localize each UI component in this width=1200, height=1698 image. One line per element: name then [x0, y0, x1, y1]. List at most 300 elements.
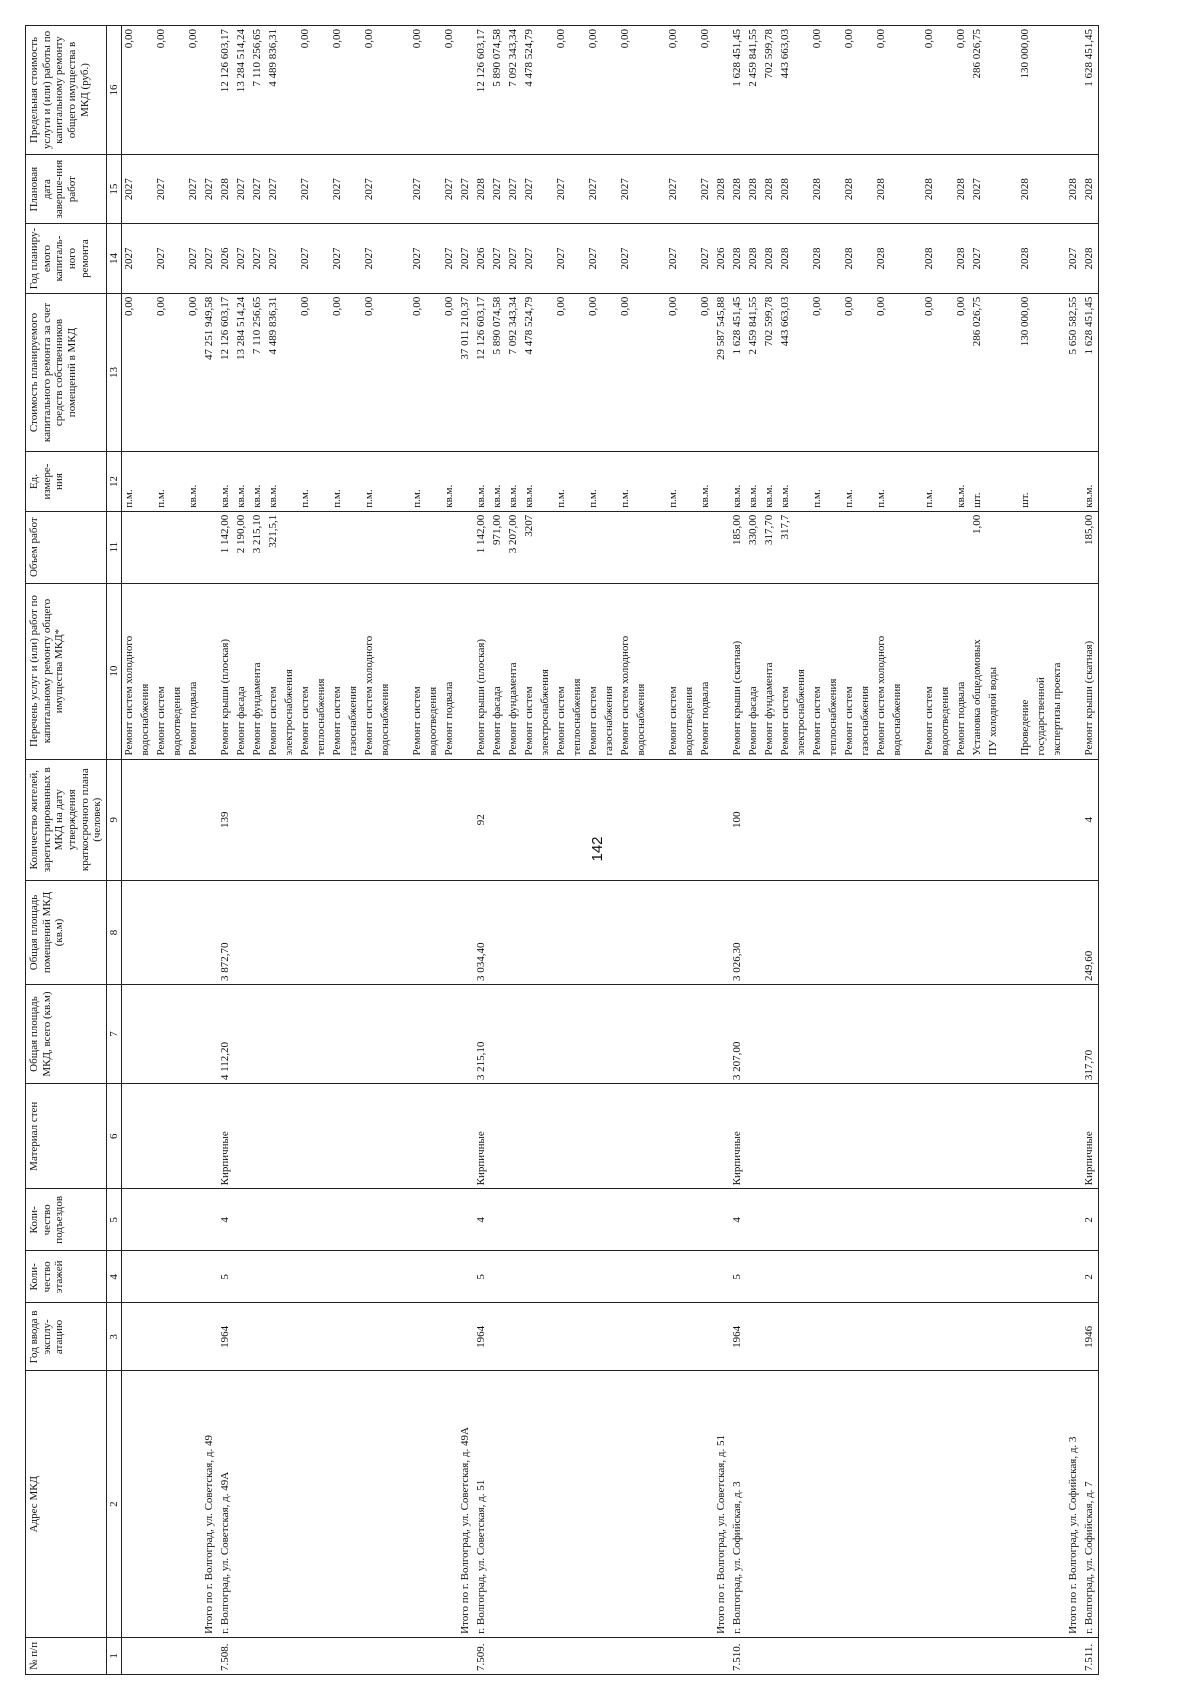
header-cell: Количество жителей, зарегистрированных в МКД на дату утверждения краткосрочного плана (человек) [26, 759, 107, 880]
header-cell: № п/п [26, 1637, 107, 1674]
repair-year-cell: 2028 [1082, 224, 1099, 293]
unit-cell: кв.м. [522, 452, 538, 511]
year-built-cell [442, 1303, 458, 1371]
work-volume-cell [842, 511, 858, 583]
year-built-cell [314, 1303, 330, 1371]
work-type-cell: водоснабжения [378, 583, 394, 759]
address-cell [858, 1371, 874, 1637]
unit-cell: кв.м. [762, 452, 778, 511]
floors-cell: 5 [730, 1251, 746, 1303]
residents-cell [234, 759, 250, 880]
residents-cell [826, 759, 842, 880]
year-built-cell [186, 1303, 202, 1371]
year-built-cell [410, 1303, 426, 1371]
table-row [218, 26, 234, 1675]
total-area-cell [154, 984, 170, 1083]
completion-year-cell: 2028 [730, 154, 746, 223]
work-type-cell [1002, 583, 1018, 759]
repair-year-cell: 2027 [186, 224, 202, 293]
max-cost-cell [794, 26, 810, 155]
premises-area-cell [410, 880, 426, 984]
premises-area-cell [698, 880, 714, 984]
total-area-cell [250, 984, 266, 1083]
work-volume-cell [586, 511, 602, 583]
premises-area-cell [1018, 880, 1034, 984]
wall-material-cell [682, 1084, 698, 1189]
repair-year-cell: 2027 [506, 224, 522, 293]
table-row [842, 26, 858, 1675]
repair-year-cell: 2027 [266, 224, 282, 293]
total-area-cell [826, 984, 842, 1083]
work-volume-cell [554, 511, 570, 583]
header-cell: Материал стен [26, 1084, 107, 1189]
premises-area-cell [794, 880, 810, 984]
entrances-cell [938, 1189, 954, 1251]
repair-year-cell: 2028 [842, 224, 858, 293]
address-cell [298, 1371, 314, 1637]
entrances-cell [858, 1189, 874, 1251]
planned-cost-cell: 5 650 582,55 [1066, 293, 1082, 452]
work-volume-cell [538, 511, 554, 583]
residents-cell [602, 759, 618, 880]
floors-cell [762, 1251, 778, 1303]
row-number-cell [298, 1637, 314, 1674]
row-number-cell [778, 1637, 794, 1674]
residents-cell [170, 759, 186, 880]
floors-cell [234, 1251, 250, 1303]
planned-cost-cell [986, 293, 1002, 452]
work-type-cell: Ремонт систем [266, 583, 282, 759]
completion-year-cell: 2028 [1082, 154, 1099, 223]
unit-cell [890, 452, 906, 511]
table-row [346, 26, 362, 1675]
repair-year-cell [394, 224, 410, 293]
unit-cell: кв.м. [746, 452, 762, 511]
planned-cost-cell [1034, 293, 1050, 452]
premises-area-cell [586, 880, 602, 984]
max-cost-cell: 0,00 [186, 26, 202, 155]
total-area-cell: 3 207,00 [730, 984, 746, 1083]
wall-material-cell [538, 1084, 554, 1189]
table-row [826, 26, 842, 1675]
completion-year-cell [1050, 154, 1066, 223]
floors-cell [314, 1251, 330, 1303]
floors-cell [778, 1251, 794, 1303]
planned-cost-cell: 0,00 [410, 293, 426, 452]
address-cell [554, 1371, 570, 1637]
premises-area-cell [810, 880, 826, 984]
max-cost-cell: 0,00 [698, 26, 714, 155]
table-row [1050, 26, 1066, 1675]
residents-cell: 100 [730, 759, 746, 880]
total-area-cell [1018, 984, 1034, 1083]
address-cell [906, 1371, 922, 1637]
total-area-cell [362, 984, 378, 1083]
address-cell [874, 1371, 890, 1637]
max-cost-cell: 0,00 [410, 26, 426, 155]
planned-cost-cell: 1 628 451,45 [730, 293, 746, 452]
completion-year-cell [1034, 154, 1050, 223]
repair-year-cell [602, 224, 618, 293]
residents-cell [954, 759, 970, 880]
year-built-cell [458, 1303, 474, 1371]
unit-cell [682, 452, 698, 511]
address-cell [266, 1371, 282, 1637]
work-type-cell: Ремонт фасада [746, 583, 762, 759]
address-cell [170, 1371, 186, 1637]
unit-cell: кв.м. [730, 452, 746, 511]
unit-cell [858, 452, 874, 511]
unit-cell [394, 452, 410, 511]
floors-cell: 5 [474, 1251, 490, 1303]
year-built-cell [1034, 1303, 1050, 1371]
residents-cell [586, 759, 602, 880]
premises-area-cell [234, 880, 250, 984]
work-volume-cell [906, 511, 922, 583]
work-type-cell: теплоснабжения [570, 583, 586, 759]
year-built-cell [202, 1303, 218, 1371]
entrances-cell [522, 1189, 538, 1251]
wall-material-cell [842, 1084, 858, 1189]
work-volume-cell [362, 511, 378, 583]
year-built-cell [522, 1303, 538, 1371]
repair-year-cell: 2027 [970, 224, 986, 293]
total-area-cell [538, 984, 554, 1083]
table-row [186, 26, 202, 1675]
unit-cell [986, 452, 1002, 511]
completion-year-cell [858, 154, 874, 223]
unit-cell [314, 452, 330, 511]
entrances-cell [458, 1189, 474, 1251]
planned-cost-cell [426, 293, 442, 452]
floors-cell [922, 1251, 938, 1303]
total-area-cell [458, 984, 474, 1083]
unit-cell [634, 452, 650, 511]
work-type-cell: Ремонт крыши (скатная) [730, 583, 746, 759]
work-type-cell: Ремонт систем [298, 583, 314, 759]
total-area-cell [666, 984, 682, 1083]
row-number-cell: 7.508. [218, 1637, 234, 1674]
table-row [426, 26, 442, 1675]
work-type-cell: Ремонт подвала [186, 583, 202, 759]
wall-material-cell [698, 1084, 714, 1189]
completion-year-cell [538, 154, 554, 223]
planned-cost-cell [794, 293, 810, 452]
year-built-cell: 1964 [474, 1303, 490, 1371]
table-row [474, 26, 490, 1675]
year-built-cell [634, 1303, 650, 1371]
address-cell [490, 1371, 506, 1637]
total-area-cell [298, 984, 314, 1083]
max-cost-cell [346, 26, 362, 155]
row-number-cell [522, 1637, 538, 1674]
address-cell [506, 1371, 522, 1637]
completion-year-cell: 2028 [1018, 154, 1034, 223]
work-type-cell [202, 583, 218, 759]
row-number-cell [122, 1637, 139, 1674]
total-area-cell [490, 984, 506, 1083]
table-row [506, 26, 522, 1675]
max-cost-cell: 0,00 [586, 26, 602, 155]
work-volume-cell [698, 511, 714, 583]
completion-year-cell: 2027 [250, 154, 266, 223]
work-type-cell [394, 583, 410, 759]
work-type-cell: электроснабжения [282, 583, 298, 759]
entrances-cell [682, 1189, 698, 1251]
floors-cell [138, 1251, 154, 1303]
residents-cell [842, 759, 858, 880]
year-built-cell [346, 1303, 362, 1371]
residents-cell [490, 759, 506, 880]
year-built-cell [1018, 1303, 1034, 1371]
entrances-cell [554, 1189, 570, 1251]
planned-cost-cell [394, 293, 410, 452]
unit-cell: шт. [1018, 452, 1034, 511]
repair-year-cell: 2028 [954, 224, 970, 293]
total-area-cell [810, 984, 826, 1083]
table-row [1066, 26, 1082, 1675]
completion-year-cell: 2027 [618, 154, 634, 223]
table-body [122, 26, 1099, 1675]
premises-area-cell [682, 880, 698, 984]
year-built-cell [1066, 1303, 1082, 1371]
wall-material-cell [314, 1084, 330, 1189]
work-type-cell [906, 583, 922, 759]
row-number-cell [426, 1637, 442, 1674]
entrances-cell [330, 1189, 346, 1251]
premises-area-cell [154, 880, 170, 984]
year-built-cell [698, 1303, 714, 1371]
table-row [266, 26, 282, 1675]
year-built-cell: 1964 [730, 1303, 746, 1371]
planned-cost-cell [682, 293, 698, 452]
work-volume-cell: 185,00 [1082, 511, 1099, 583]
year-built-cell [682, 1303, 698, 1371]
row-number-cell [954, 1637, 970, 1674]
unit-cell: шт. [970, 452, 986, 511]
work-type-cell: Ремонт систем холодного [874, 583, 890, 759]
entrances-cell [1066, 1189, 1082, 1251]
unit-cell [906, 452, 922, 511]
completion-year-cell [314, 154, 330, 223]
wall-material-cell [458, 1084, 474, 1189]
planned-cost-cell: 702 599,78 [762, 293, 778, 452]
max-cost-cell [682, 26, 698, 155]
max-cost-cell [170, 26, 186, 155]
floors-cell [986, 1251, 1002, 1303]
planned-cost-cell [1002, 293, 1018, 452]
floors-cell [874, 1251, 890, 1303]
floors-cell [586, 1251, 602, 1303]
work-type-cell: Ремонт систем холодного [618, 583, 634, 759]
entrances-cell [394, 1189, 410, 1251]
floors-cell [458, 1251, 474, 1303]
max-cost-cell: 0,00 [954, 26, 970, 155]
row-number-cell [826, 1637, 842, 1674]
address-cell [762, 1371, 778, 1637]
work-volume-cell [202, 511, 218, 583]
work-type-cell: Ремонт фундамента [250, 583, 266, 759]
entrances-cell [906, 1189, 922, 1251]
floors-cell [906, 1251, 922, 1303]
planned-cost-cell: 1 628 451,45 [1082, 293, 1099, 452]
total-area-cell [346, 984, 362, 1083]
entrances-cell [266, 1189, 282, 1251]
row-number-cell [1002, 1637, 1018, 1674]
total-area-cell [890, 984, 906, 1083]
year-built-cell [234, 1303, 250, 1371]
floors-cell [618, 1251, 634, 1303]
address-cell: г. Волгоград, ул. Советская, д. 49А [218, 1371, 234, 1637]
row-number-cell [666, 1637, 682, 1674]
work-volume-cell [666, 511, 682, 583]
total-area-cell [410, 984, 426, 1083]
total-area-cell [554, 984, 570, 1083]
table-row [522, 26, 538, 1675]
planned-cost-cell: 5 890 074,58 [490, 293, 506, 452]
residents-cell [698, 759, 714, 880]
planned-cost-cell [650, 293, 666, 452]
total-area-cell [314, 984, 330, 1083]
max-cost-cell: 0,00 [154, 26, 170, 155]
residents-cell [682, 759, 698, 880]
completion-year-cell: 2028 [842, 154, 858, 223]
column-number: 8 [106, 880, 122, 984]
total-area-cell [970, 984, 986, 1083]
unit-cell: кв.м. [1082, 452, 1099, 511]
max-cost-cell: 0,00 [842, 26, 858, 155]
completion-year-cell: 2028 [810, 154, 826, 223]
premises-area-cell [1066, 880, 1082, 984]
entrances-cell [442, 1189, 458, 1251]
residents-cell [1002, 759, 1018, 880]
work-volume-cell [138, 511, 154, 583]
total-area-cell [378, 984, 394, 1083]
row-number-cell [698, 1637, 714, 1674]
planned-cost-cell [858, 293, 874, 452]
unit-cell [1002, 452, 1018, 511]
unit-cell: кв.м. [218, 452, 234, 511]
completion-year-cell: 2028 [218, 154, 234, 223]
entrances-cell [874, 1189, 890, 1251]
wall-material-cell [282, 1084, 298, 1189]
premises-area-cell [618, 880, 634, 984]
unit-cell: кв.м. [778, 452, 794, 511]
total-area-cell [602, 984, 618, 1083]
max-cost-cell: 0,00 [922, 26, 938, 155]
max-cost-cell [634, 26, 650, 155]
max-cost-cell: 0,00 [666, 26, 682, 155]
entrances-cell [1018, 1189, 1034, 1251]
repair-year-cell [1034, 224, 1050, 293]
repair-year-cell: 2027 [330, 224, 346, 293]
floors-cell: 2 [1082, 1251, 1099, 1303]
completion-year-cell: 2028 [746, 154, 762, 223]
wall-material-cell [298, 1084, 314, 1189]
residents-cell [346, 759, 362, 880]
wall-material-cell [714, 1084, 730, 1189]
total-area-cell [282, 984, 298, 1083]
floors-cell [442, 1251, 458, 1303]
max-cost-cell [1066, 26, 1082, 155]
address-cell [634, 1371, 650, 1637]
premises-area-cell [506, 880, 522, 984]
completion-year-cell: 2027 [202, 154, 218, 223]
address-cell: г. Волгоград, ул. Софийская, д. 7 [1082, 1371, 1099, 1637]
residents-cell: 139 [218, 759, 234, 880]
work-volume-cell: 185,00 [730, 511, 746, 583]
repair-year-cell [378, 224, 394, 293]
total-area-cell [874, 984, 890, 1083]
row-number-cell [986, 1637, 1002, 1674]
unit-cell: кв.м. [186, 452, 202, 511]
premises-area-cell [362, 880, 378, 984]
work-volume-cell: 2 190,00 [234, 511, 250, 583]
year-built-cell [330, 1303, 346, 1371]
row-number-cell [794, 1637, 810, 1674]
work-type-cell: Ремонт систем [330, 583, 346, 759]
table-row [378, 26, 394, 1675]
total-area-cell [682, 984, 698, 1083]
page-number: 142 [589, 836, 606, 862]
address-cell [842, 1371, 858, 1637]
table-row [122, 26, 139, 1675]
work-type-cell: Ремонт систем [522, 583, 538, 759]
completion-year-cell [794, 154, 810, 223]
wall-material-cell [490, 1084, 506, 1189]
planned-cost-cell: 443 663,03 [778, 293, 794, 452]
floors-cell [522, 1251, 538, 1303]
planned-cost-cell: 47 251 949,58 [202, 293, 218, 452]
unit-cell [458, 452, 474, 511]
table-row [138, 26, 154, 1675]
premises-area-cell [570, 880, 586, 984]
floors-cell [282, 1251, 298, 1303]
repair-year-cell [650, 224, 666, 293]
address-cell [586, 1371, 602, 1637]
address-cell [426, 1371, 442, 1637]
table-row [554, 26, 570, 1675]
work-volume-cell: 971,00 [490, 511, 506, 583]
floors-cell [938, 1251, 954, 1303]
planned-cost-cell [282, 293, 298, 452]
completion-year-cell: 2028 [714, 154, 730, 223]
floors-cell [1002, 1251, 1018, 1303]
entrances-cell: 4 [218, 1189, 234, 1251]
row-number-cell [1018, 1637, 1034, 1674]
unit-cell [138, 452, 154, 511]
header-cell: Объем работ [26, 511, 107, 583]
row-number-cell [970, 1637, 986, 1674]
repair-year-cell: 2028 [922, 224, 938, 293]
completion-year-cell: 2027 [330, 154, 346, 223]
work-type-cell: Ремонт фундамента [762, 583, 778, 759]
floors-cell [266, 1251, 282, 1303]
max-cost-cell: 443 663,03 [778, 26, 794, 155]
entrances-cell [842, 1189, 858, 1251]
address-cell [522, 1371, 538, 1637]
floors-cell [298, 1251, 314, 1303]
floors-cell [202, 1251, 218, 1303]
max-cost-cell: 4 478 524,79 [522, 26, 538, 155]
entrances-cell [202, 1189, 218, 1251]
address-cell [954, 1371, 970, 1637]
residents-cell [890, 759, 906, 880]
residents-cell: 4 [1082, 759, 1099, 880]
work-volume-cell [122, 511, 139, 583]
total-area-cell: 3 215,10 [474, 984, 490, 1083]
floors-cell [250, 1251, 266, 1303]
